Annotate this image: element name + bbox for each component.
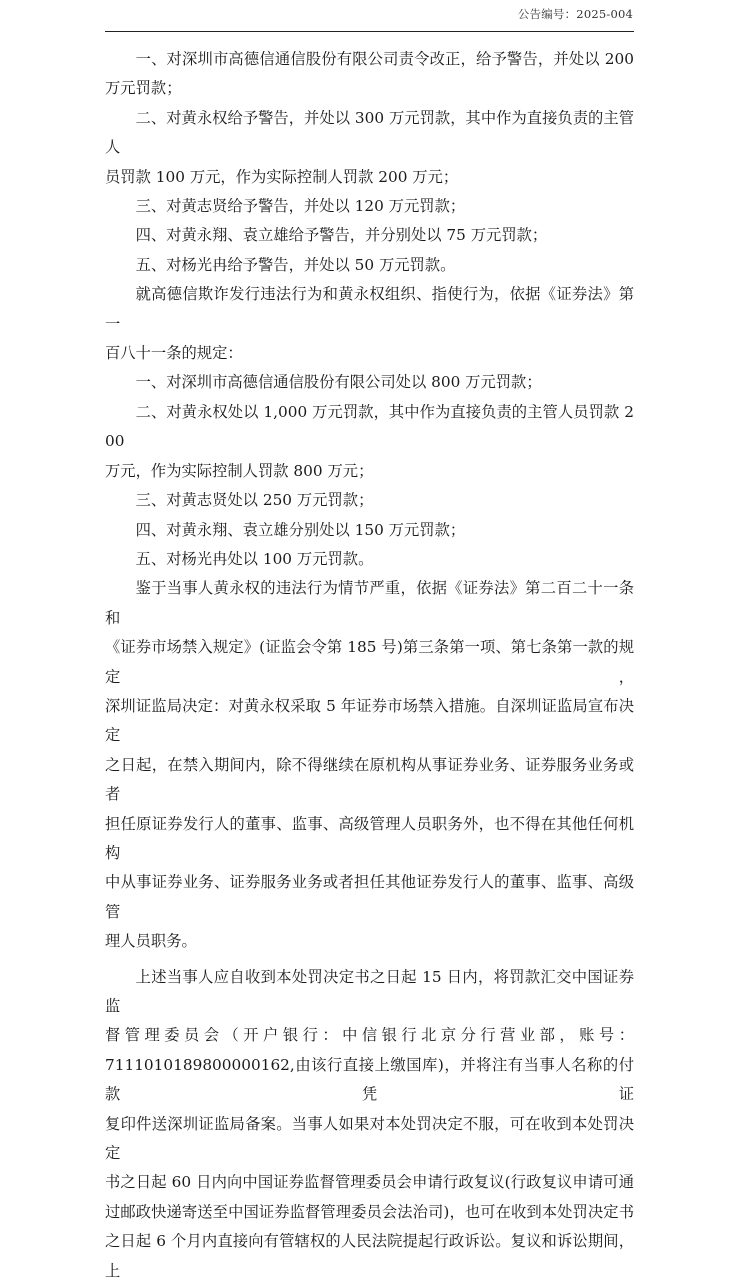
text-line: 五、对杨光冉处以 100 万元罚款。	[135, 549, 374, 568]
text-line: 一、对深圳市高德信通信股份有限公司处以 800 万元罚款；	[135, 373, 542, 392]
text-line: 7111010189800000162,由该行直接上缴国库)，并将注有当事人名称的付款凭证	[105, 1055, 634, 1104]
text-line: 书之日起 60 日内向中国证券监督管理委员会申请行政复议(行政复议申请可通	[105, 1173, 634, 1192]
text-line: 督管理委员会（开户银行：中信银行北京分行营业部，账号：	[105, 1026, 634, 1045]
paragraph	[105, 963, 634, 1286]
paragraph	[105, 192, 634, 221]
paragraph	[105, 104, 634, 192]
text-line: 担任原证券发行人的董事、监事、高级管理人员职务外，也不得在其他任何机构	[105, 814, 634, 862]
text-line: 之日起，在禁入期间内，除不得继续在原机构从事证券业务、证券服务业务或者	[105, 755, 634, 804]
paragraph	[105, 545, 634, 574]
text-line: 四、对黄永翔、袁立雄分别处以 150 万元罚款；	[135, 520, 466, 539]
paragraph	[105, 486, 634, 515]
paragraph	[105, 398, 634, 486]
paragraph	[105, 45, 634, 104]
paragraph	[105, 280, 634, 368]
paragraph	[105, 251, 634, 280]
text-line: 五、对杨光冉给予警告，并处以 50 万元罚款。	[135, 255, 456, 274]
header-divider	[105, 31, 634, 32]
text-line: 中从事证券业务、证券服务业务或者担任其他证券发行人的董事、监事、高级管	[105, 873, 634, 921]
text-line: 万元罚款；	[105, 79, 182, 98]
text-line: 二、对黄永权处以 1,000 万元罚款，其中作为直接负责的主管人员罚款 200	[105, 402, 634, 451]
text-line: 《证券市场禁入规定》(证监会令第 185 号)第三条第一项、第七条第一款的规定，	[105, 638, 634, 686]
notice-number: 公告编号：2025-004	[517, 7, 633, 21]
document-body	[105, 45, 634, 1286]
paragraph	[105, 368, 634, 397]
paragraph	[105, 516, 634, 545]
text-line: 深圳证监局决定：对黄永权采取 5 年证券市场禁入措施。自深圳证监局宣布决定	[105, 696, 634, 745]
text-line: 员罚款 100 万元，作为实际控制人罚款 200 万元；	[105, 167, 459, 186]
text-line: 万元，作为实际控制人罚款 800 万元；	[105, 461, 374, 480]
text-line: 理人员职务。	[105, 932, 197, 951]
text-line: 一、对深圳市高德信通信股份有限公司责令改正，给予警告，并处以 200	[135, 50, 634, 68]
paragraph	[105, 221, 634, 250]
text-line: 过邮政快递寄送至中国证券监督管理委员会法治司)，也可在收到本处罚决定书	[105, 1202, 634, 1221]
text-line: 上述当事人应自收到本处罚决定书之日起 15 日内，将罚款汇交中国证券监	[105, 967, 634, 1015]
text-line: 鉴于当事人黄永权的违法行为情节严重，依据《证券法》第二百二十一条和	[105, 579, 634, 627]
text-line: 三、对黄志贤处以 250 万元罚款；	[135, 491, 374, 510]
text-line: 复印件送深圳证监局备案。当事人如果对本处罚决定不服，可在收到本处罚决定	[105, 1114, 634, 1163]
text-line: 之日起 6 个月内直接向有管辖权的人民法院提起行政诉讼。复议和诉讼期间，上	[105, 1232, 634, 1280]
text-line: 二、对黄永权给予警告，并处以 300 万元罚款，其中作为直接负责的主管人	[105, 108, 634, 157]
text-line: 百八十一条的规定：	[105, 344, 243, 363]
paragraph	[105, 574, 634, 956]
text-line: 就高德信欺诈发行违法行为和黄永权组织、指使行为，依据《证券法》第一	[105, 285, 634, 333]
text-line: 四、对黄永翔、袁立雄给予警告，并分别处以 75 万元罚款；	[135, 226, 548, 245]
text-line: 三、对黄志贤给予警告，并处以 120 万元罚款；	[135, 197, 466, 216]
